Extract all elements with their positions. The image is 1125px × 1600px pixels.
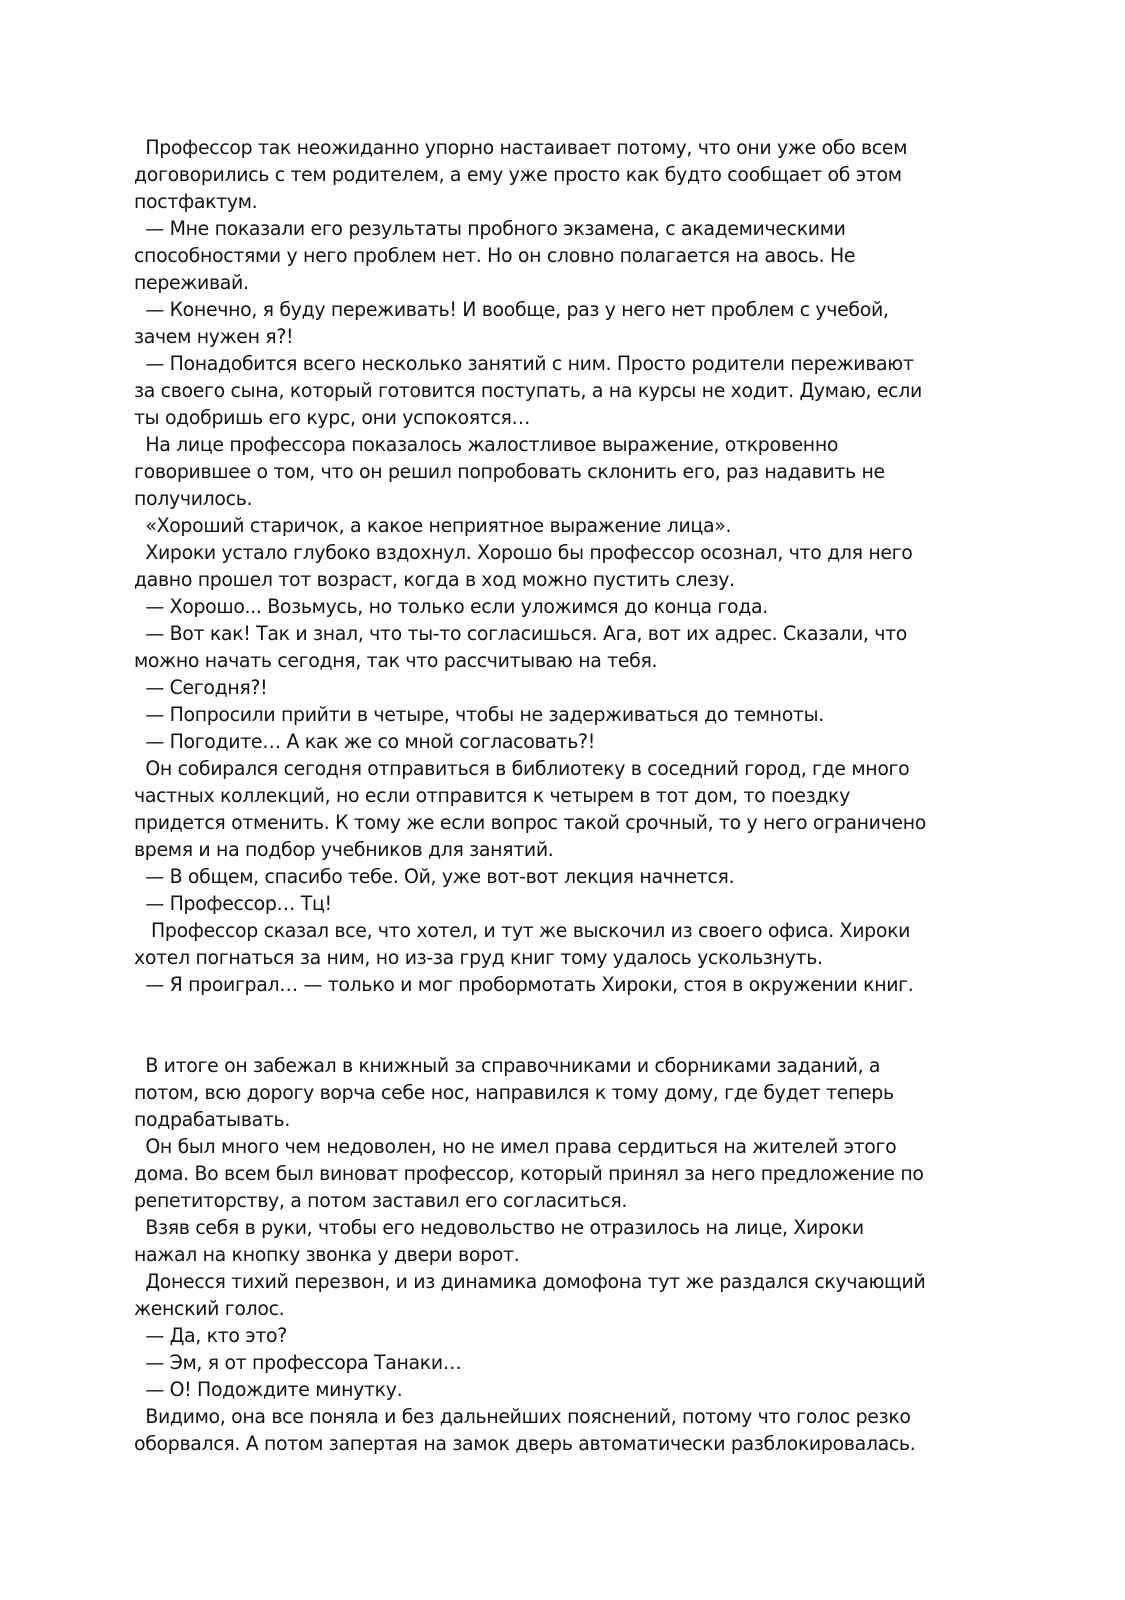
text-line: репетиторству, а потом заставил его согласиться. — [134, 1189, 628, 1212]
text-line: — О! Подождите минутку. — [134, 1378, 403, 1401]
text-line: — Эм, я от профессора Танаки… — [134, 1351, 462, 1374]
text-line: нажал на кнопку звонка у двери ворот. — [134, 1243, 520, 1266]
text-line: Хироки устало глубоко вздохнул. Хорошо бы профессор осознал, что для него — [134, 541, 913, 564]
text-line: — Хорошо... Возьмусь, но только если уложимся до конца года. — [134, 595, 768, 618]
text-line: «Хороший старичок, а какое неприятное выражение лица». — [134, 514, 732, 537]
text-line: потом, всю дорогу ворча себе нос, направился к тому дому, где будет теперь — [134, 1081, 894, 1104]
text-line: говорившее о том, что он решил попробовать склонить его, раз надавить не — [134, 460, 885, 483]
text-line: — Профессор… Тц! — [134, 892, 332, 915]
text-line: — Конечно, я буду переживать! И вообще, раз у него нет проблем с учебой, — [134, 298, 889, 321]
text-line: можно начать сегодня, так что рассчитываю на тебя. — [134, 649, 658, 672]
text-line: — Погодите… А как же со мной согласовать?! — [134, 730, 595, 753]
text-line: договорились с тем родителем, а ему уже просто как будто сообщает об этом — [134, 163, 902, 186]
text-line: хотел погнаться за ним, но из-за груд книг тому удалось ускользнуть. — [134, 946, 823, 969]
text-line: время и на подбор учебников для занятий. — [134, 838, 554, 861]
text-line: — Да, кто это? — [134, 1324, 287, 1347]
text-line: дома. Во всем был виноват профессор, который принял за него предложение по — [134, 1162, 924, 1185]
text-line: женский голос. — [134, 1297, 285, 1320]
blank-line — [134, 998, 968, 1025]
text-line: Взяв себя в руки, чтобы его недовольство не отразилось на лице, Хироки — [134, 1216, 864, 1239]
text-line: подрабатывать. — [134, 1108, 290, 1131]
text-line: оборвался. А потом запертая на замок дверь автоматически разблокировалась. — [134, 1432, 916, 1455]
text-line: зачем нужен я?! — [134, 325, 294, 348]
text-line: способностями у него проблем нет. Но он словно полагается на авось. Не — [134, 244, 856, 267]
text-line: ты одобришь его курс, они успокоятся… — [134, 406, 531, 429]
text-line: — Сегодня?! — [134, 676, 268, 699]
text-line: Он собирался сегодня отправиться в библиотеку в соседний город, где много — [134, 757, 910, 780]
text-line: Он был много чем недоволен, но не имел права сердиться на жителей этого — [134, 1135, 897, 1158]
text-line: за своего сына, который готовится поступать, а на курсы не ходит. Думаю, если — [134, 379, 922, 402]
section-gap — [134, 1025, 968, 1052]
text-line: Видимо, она все поняла и без дальнейших пояснений, потому что голос резко — [134, 1405, 911, 1428]
text-line: — В общем, спасибо тебе. Ой, уже вот-вот лекция начнется. — [134, 865, 735, 888]
text-line: На лице профессора показалось жалостливое выражение, откровенно — [134, 433, 839, 456]
text-line: давно прошел тот возраст, когда в ход можно пустить слезу. — [134, 568, 735, 591]
text-line: — Вот как! Так и знал, что ты-то согласишься. Ага, вот их адрес. Сказали, что — [134, 622, 907, 645]
text-line: Донесся тихий перезвон, и из динамика домофона тут же раздался скучающий — [134, 1270, 926, 1293]
text-line: придется отменить. К тому же если вопрос такой срочный, то у него ограничено — [134, 811, 926, 834]
text-line: получилось. — [134, 487, 253, 510]
text-line: постфактум. — [134, 190, 258, 213]
page-text — [134, 134, 968, 1457]
text-line: В итоге он забежал в книжный за справочниками и сборниками заданий, а — [134, 1054, 881, 1077]
text-line: — Попросили прийти в четыре, чтобы не задерживаться до темноты. — [134, 703, 824, 726]
text-line: Профессор так неожиданно упорно настаивает потому, что они уже обо всем — [134, 136, 908, 159]
text-line: — Мне показали его результаты пробного экзамена, с академическими — [134, 217, 846, 240]
text-line: переживай. — [134, 271, 249, 294]
text-line: — Понадобится всего несколько занятий с ним. Просто родители переживают — [134, 352, 914, 375]
text-line: частных коллекций, но если отправится к четырем в тот дом, то поездку — [134, 784, 850, 807]
text-line: Профессор сказал все, что хотел, и тут же выскочил из своего офиса. Хироки — [134, 919, 911, 942]
text-line: — Я проиграл… — только и мог пробормотать Хироки, стоя в окружении книг. — [134, 973, 914, 996]
